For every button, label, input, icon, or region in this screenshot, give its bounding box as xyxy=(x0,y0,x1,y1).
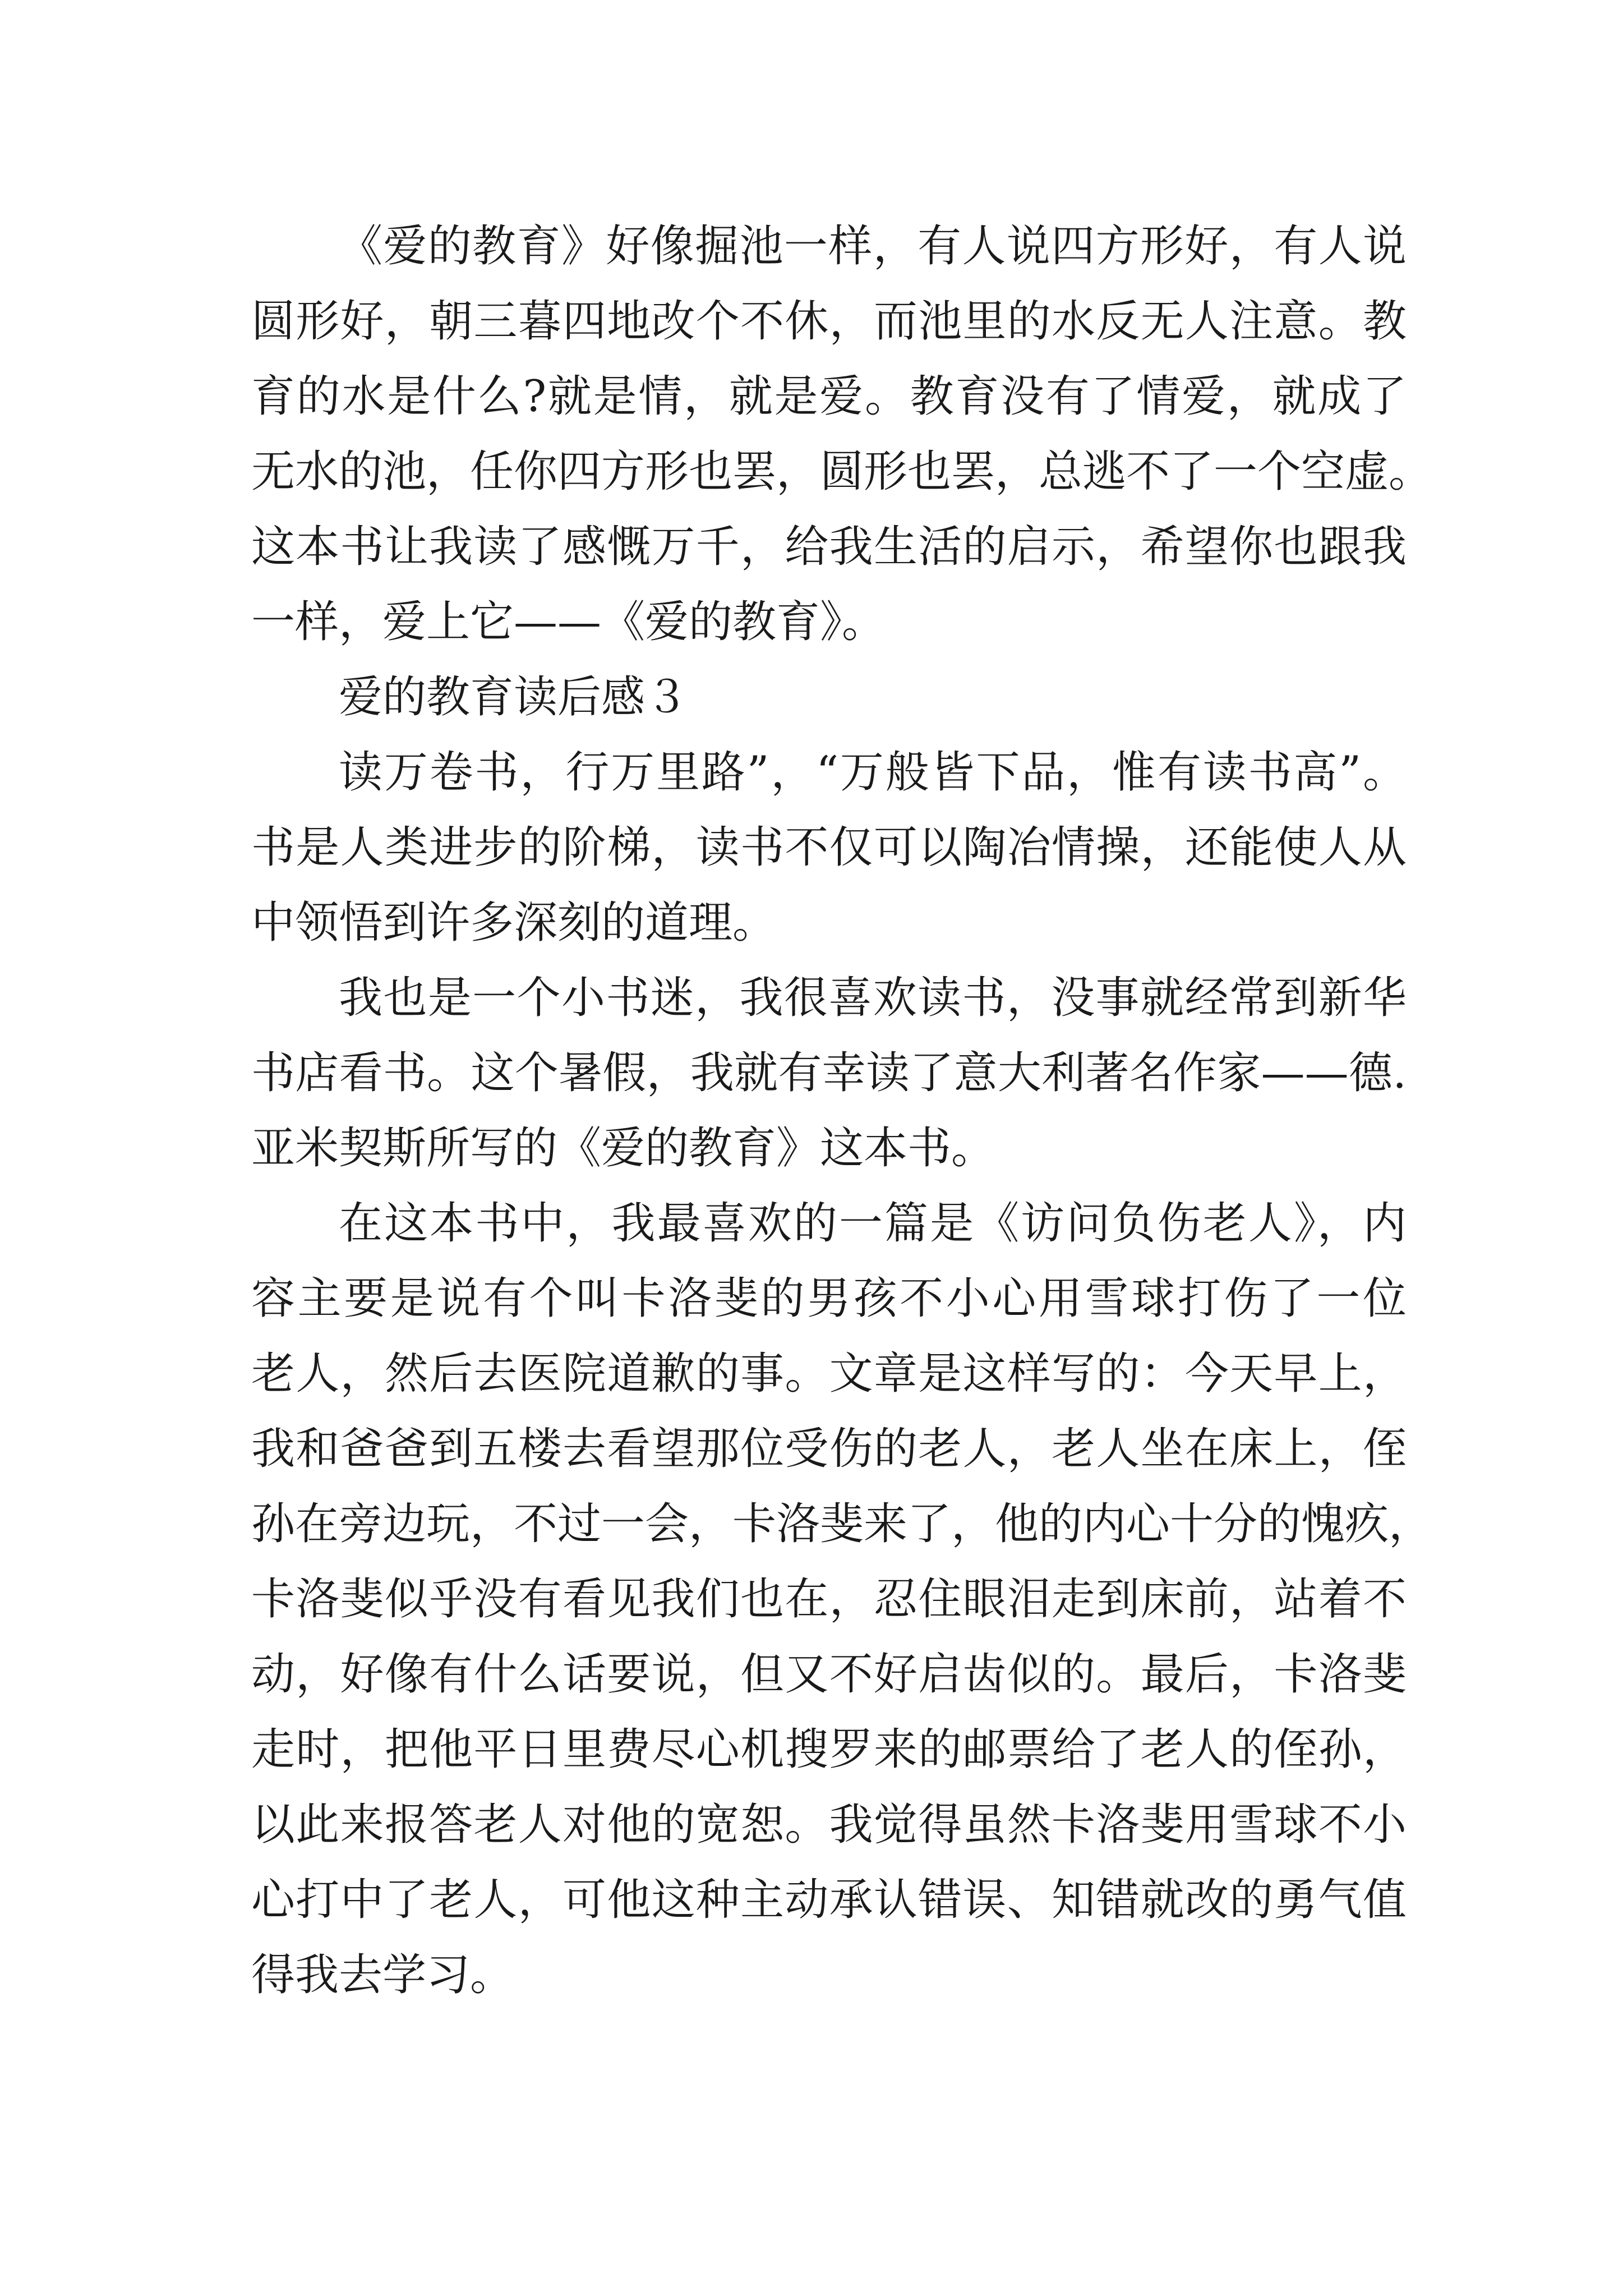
text-line: 我和爸爸到五楼去看望那位受伤的老人，老人坐在床上，侄 xyxy=(251,1424,1407,1474)
text-line: 得我去学习。 xyxy=(251,1950,514,2000)
text-line: 在这本书中，我最喜欢的一篇是《访问负伤老人》，内 xyxy=(339,1198,1407,1249)
text-line: 孙在旁边玩，不过一会，卡洛斐来了，他的内心十分的愧疚， xyxy=(251,1499,1433,1549)
text-line: 老人，然后去医院道歉的事。文章是这样写的：今天早上， xyxy=(251,1349,1407,1399)
text-line: 中领悟到许多深刻的道理。 xyxy=(251,898,777,948)
text-line: 心打中了老人，可他这种主动承认错误、知错就改的勇气值 xyxy=(251,1875,1407,1925)
text-line: 卡洛斐似乎没有看见我们也在，忍住眼泪走到床前，站着不 xyxy=(251,1574,1407,1625)
text-line: 容主要是说有个叫卡洛斐的男孩不小心用雪球打伤了一位 xyxy=(251,1273,1407,1324)
text-line: 以此来报答老人对他的宽恕。我觉得虽然卡洛斐用雪球不小 xyxy=(251,1800,1407,1850)
text-line: 亚米契斯所写的《爱的教育》这本书。 xyxy=(251,1123,995,1174)
section-heading: 爱的教育读后感３ xyxy=(339,672,689,723)
text-line: 无水的池，任你四方形也罢，圆形也罢，总逃不了一个空虚。 xyxy=(251,447,1433,497)
text-line: 圆形好，朝三暮四地改个不休，而池里的水反无人注意。教 xyxy=(251,296,1407,347)
document-body xyxy=(251,209,1433,2013)
text-line: 育的水是什么?就是情，就是爱。教育没有了情爱，就成了 xyxy=(251,371,1407,422)
text-line: 《爱的教育》好像掘池一样，有人说四方形好，有人说 xyxy=(339,221,1407,272)
paragraph-favorite-chapter xyxy=(251,1186,1433,2013)
text-line: 我也是一个小书迷，我很喜欢读书，没事就经常到新华 xyxy=(339,973,1407,1023)
paragraph-book-lover xyxy=(251,960,1407,1186)
text-line: 这本书让我读了感慨万千，给我生活的启示，希望你也跟我 xyxy=(251,522,1407,572)
paragraph-intro-conclusion xyxy=(251,209,1433,660)
text-line: 动，好像有什么话要说，但又不好启齿似的。最后，卡洛斐 xyxy=(251,1649,1407,1700)
text-line: 读万卷书，行万里路”，“万般皆下品，惟有读书高”。 xyxy=(339,747,1407,798)
paragraph-reading-quote xyxy=(251,735,1407,960)
text-line: 走时，把他平日里费尽心机搜罗来的邮票给了老人的侄孙， xyxy=(251,1724,1407,1775)
text-line: 书店看书。这个暑假，我就有幸读了意大利著名作家——德. xyxy=(251,1048,1407,1098)
text-line: 书是人类进步的阶梯，读书不仅可以陶冶情操，还能使人从 xyxy=(251,822,1407,873)
text-line: 一样，爱上它——《爱的教育》。 xyxy=(251,597,886,647)
